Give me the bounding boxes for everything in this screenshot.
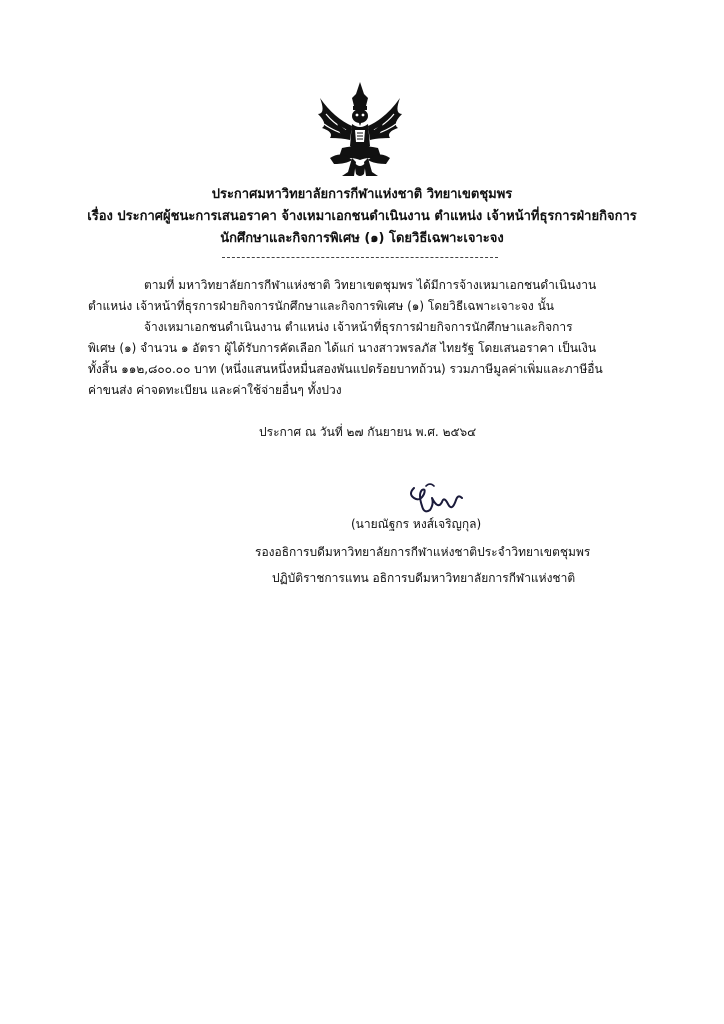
paragraph-2-line-4: ค่าขนส่ง ค่าจดทะเบียน และค่าใช้จ่ายอื่นๆ ทั้งปวง: [88, 383, 342, 397]
heading-subject-line-2: เรื่อง ประกาศผู้ชนะการเสนอราคา จ้างเหมาเอกชนดำเนินงาน ตำแหน่ง เจ้าหน้าที่ธุรการฝ่ายกิจการ: [87, 209, 637, 224]
paragraph-2-line-2: พิเศษ (๑) จำนวน ๑ อัตรา ผู้ได้รับการคัดเลือก ได้แก่ นางสาวพรลภัส ไทยรัฐ โดยเสนอราคา เป็นเงิน: [88, 341, 597, 355]
announcement-date: ประกาศ ณ วันที่ ๒๗ กันยายน พ.ศ. ๒๕๖๔: [259, 425, 477, 439]
heading-line-1: ประกาศมหาวิทยาลัยการกีฬาแห่งชาติ วิทยาเขตชุมพร: [211, 187, 513, 202]
heading-divider: [222, 257, 498, 258]
paragraph-1-line-2: ตำแหน่ง เจ้าหน้าที่ธุรการฝ่ายกิจการนักศึกษาและกิจการพิเศษ (๑) โดยวิธีเฉพาะเจาะจง นั้น: [88, 299, 555, 313]
paragraph-2-line-1: จ้างเหมาเอกชนดำเนินงาน ตำแหน่ง เจ้าหน้าที่ธุรการฝ่ายกิจการนักศึกษาและกิจการ: [144, 320, 573, 334]
garuda-emblem-icon: [312, 80, 408, 180]
paragraph-1-line-1: ตามที่ มหาวิทยาลัยการกีฬาแห่งชาติ วิทยาเขตชุมพร ได้มีการจ้างเหมาเอกชนดำเนินงาน: [144, 278, 597, 292]
announcement-heading: [60, 184, 664, 250]
signer-name: (นายณัฐกร หงส์เจริญกุล): [351, 517, 482, 531]
signer-position-1: รองอธิการบดีมหาวิทยาลัยการกีฬาแห่งชาติประจำวิทยาเขตชุมพร: [255, 545, 591, 559]
heading-subject-line-3: นักศึกษาและกิจการพิเศษ (๑) โดยวิธีเฉพาะเจาะจง: [220, 231, 504, 246]
paragraph-2-line-3: ทั้งสิ้น ๑๑๒,๘๐๐.๐๐ บาท (หนึ่งแสนหนึ่งหมื่นสองพันแปดร้อยบาทถ้วน) รวมภาษีมูลค่าเพิ่มและภาษีอื่น: [88, 362, 603, 376]
signer-position-2: ปฏิบัติราชการแทน อธิการบดีมหาวิทยาลัยการกีฬาแห่งชาติ: [272, 571, 576, 585]
